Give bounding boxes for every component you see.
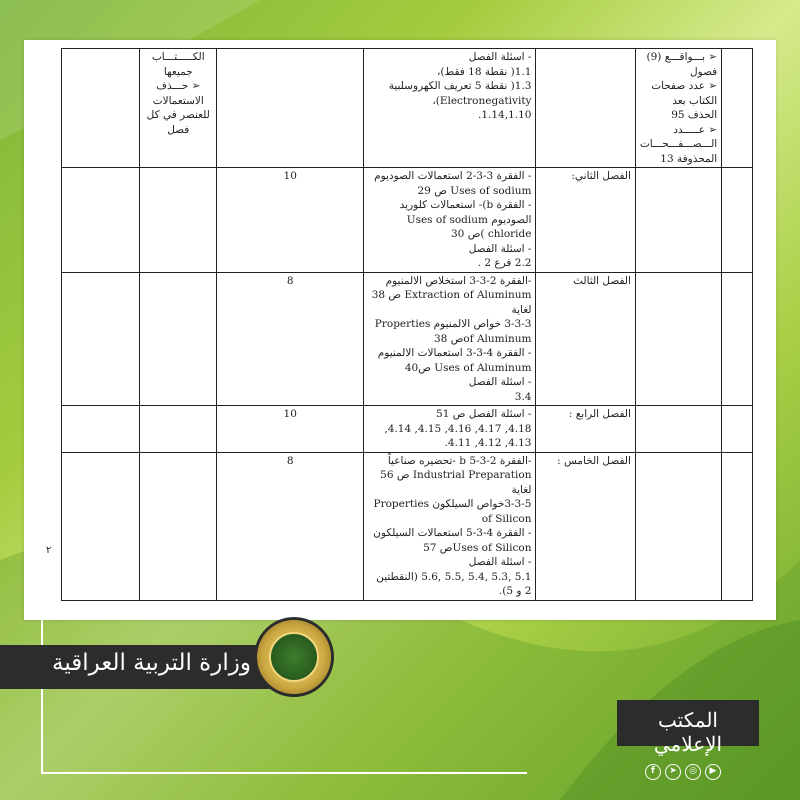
table-cell: 10 [217,168,363,273]
table-cell [722,272,753,406]
media-office-label: المكتب الإعلامي [653,708,723,756]
table-cell [217,49,363,168]
youtube-icon[interactable]: ▶ [705,764,721,780]
table-cell [635,272,721,406]
table-cell: ➢ بـــواقـــع (9) فصول ➢ عدد صفحات الكتاب بعد الحذف 95 ➢ عـــــدد الـــصـــفـــحـــات المحذوفة 13 [635,49,721,168]
table-cell [536,49,635,168]
ministry-logo [257,620,331,694]
table-cell [140,452,217,600]
table-cell: 8 [217,272,363,406]
table-cell [635,452,721,600]
table-cell: - الفقرة 3-3-2 استعمالات الصوديوم Uses of sodium ص 29 - الفقرة b)- استعمالات كلوريد الصوديوم Uses of sodium chloride )ص 30 - اسئلة الفصل 2.2 فرع 2 . [363,168,536,273]
table-cell [62,272,140,406]
table-cell: الفصل الخامس : [536,452,635,600]
frame-line-horizontal [41,772,527,774]
page-number: ٢ [46,545,52,556]
table-cell: الفصل الثاني: [536,168,635,273]
table-cell [140,406,217,453]
table-cell [635,406,721,453]
table-cell: -الفقرة 2-3-5 b -تحضيره صناعياً Industrial Preparation ص 56 لغاية 3-3-5خواص السيلكون Properties of Silicon - الفقرة 4-3-5 استعمالات السيلكون Uses of Siliconص 57 - اسئلة الفصل 5.1 ,5.3 ,5.4 ,5.5 ,5.6 (النقطتين 2 و 5). [363,452,536,600]
table-cell [722,49,753,168]
syllabus-table [61,48,753,601]
ministry-name: وزارة التربية العراقية [52,650,251,676]
table-cell: 10 [217,406,363,453]
table-row [62,49,753,168]
table-cell [62,49,140,168]
table-cell: -الفقرة 2-3-3 استخلاص الالمنيوم Extraction of Aluminum ص 38 لغاية 3-3-3 خواص الالمنيوم Properties of Aluminumص 38 - الفقرة 4-3-3 استعمالات الالمنيوم Uses of Aluminum ص40 - اسئلة الفصل 3.4 [363,272,536,406]
logo-emblem-icon [269,632,319,682]
table-cell [140,272,217,406]
table-row [62,452,753,600]
table-row [62,272,753,406]
table-cell: - اسئلة الفصل ص 51 4.18, 4.17, 4.16, 4.15, 4.14, 4.13, 4.12, 4.11. [363,406,536,453]
table-cell: - اسئلة الفصل 1.1( نقطة 18 فقط)، 1.3( نقطة 5 تعريف الكهروسلبية Electronegativity)، 1.14,1.10. [363,49,536,168]
table-cell [62,452,140,600]
table-cell [722,168,753,273]
table-cell [635,168,721,273]
instagram-icon[interactable]: ◎ [685,764,701,780]
table-cell: 8 [217,452,363,600]
social-icons [645,764,721,780]
facebook-icon[interactable]: f [645,764,661,780]
telegram-icon[interactable]: ➤ [665,764,681,780]
table-cell [140,168,217,273]
table-cell [722,452,753,600]
table-row [62,168,753,273]
table-cell [62,406,140,453]
table-row [62,406,753,453]
table-cell [722,406,753,453]
table-cell: الكـــــتـــاب جميعها ➢ حـــذف الاستعمالات للعنصر في كل فصل [140,49,217,168]
table-cell: الفصل الثالث [536,272,635,406]
table-cell [62,168,140,273]
table-cell: الفصل الرابع : [536,406,635,453]
